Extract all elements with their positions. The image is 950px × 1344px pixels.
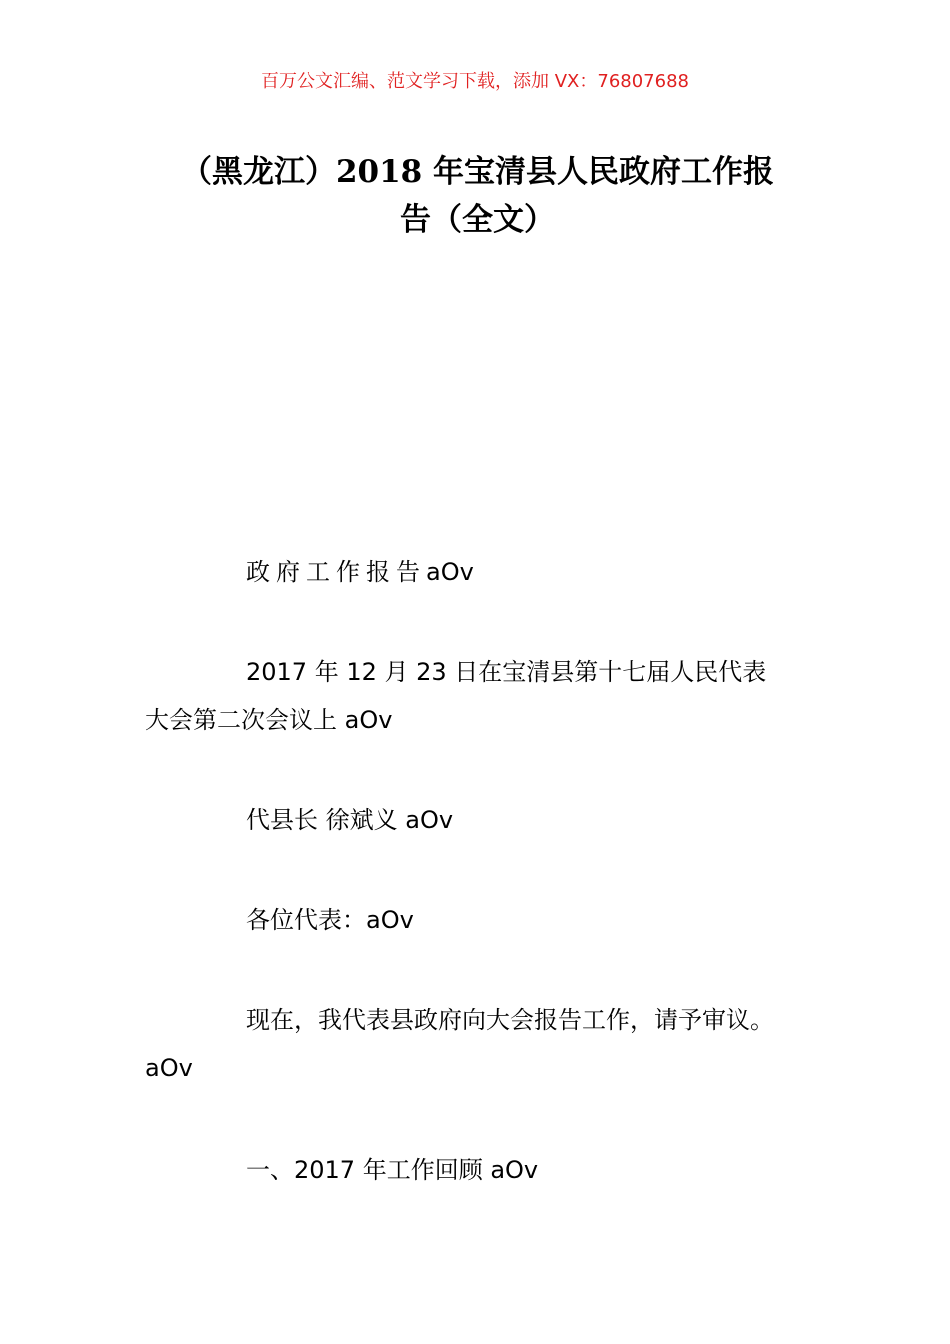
- intro-line-2: aOv: [145, 1054, 193, 1082]
- meeting-info: [145, 648, 810, 744]
- report-heading: [145, 548, 810, 596]
- intro-line-1: 现在，我代表县政府向大会报告工作，请予审议。: [246, 1006, 774, 1034]
- title-line-2: 告（全文）: [400, 202, 555, 238]
- section-heading-1: [145, 1146, 810, 1194]
- section-heading-1-text: 一、2017 年工作回顾 aOv: [246, 1156, 539, 1184]
- report-heading-text: 政府工作报告: [246, 558, 426, 586]
- title-line-1: （黑龙江）2018 年宝清县人民政府工作报: [180, 154, 775, 190]
- meeting-info-line-1: 2017 年 12 月 23 日在宝清县第十七届人民代表: [246, 658, 767, 686]
- salutation-text: 各位代表：aOv: [246, 906, 414, 934]
- meeting-info-line-2: 大会第二次会议上 aOv: [145, 706, 393, 734]
- document-title: [145, 148, 810, 244]
- download-notice: 百万公文汇编、范文学习下载，添加 VX：76807688: [261, 71, 689, 92]
- speaker-text: 代县长 徐斌义 aOv: [246, 806, 454, 834]
- speaker-line: [145, 796, 810, 844]
- salutation: [145, 896, 810, 944]
- report-heading-suffix: aOv: [426, 558, 474, 586]
- intro-paragraph: [145, 996, 810, 1092]
